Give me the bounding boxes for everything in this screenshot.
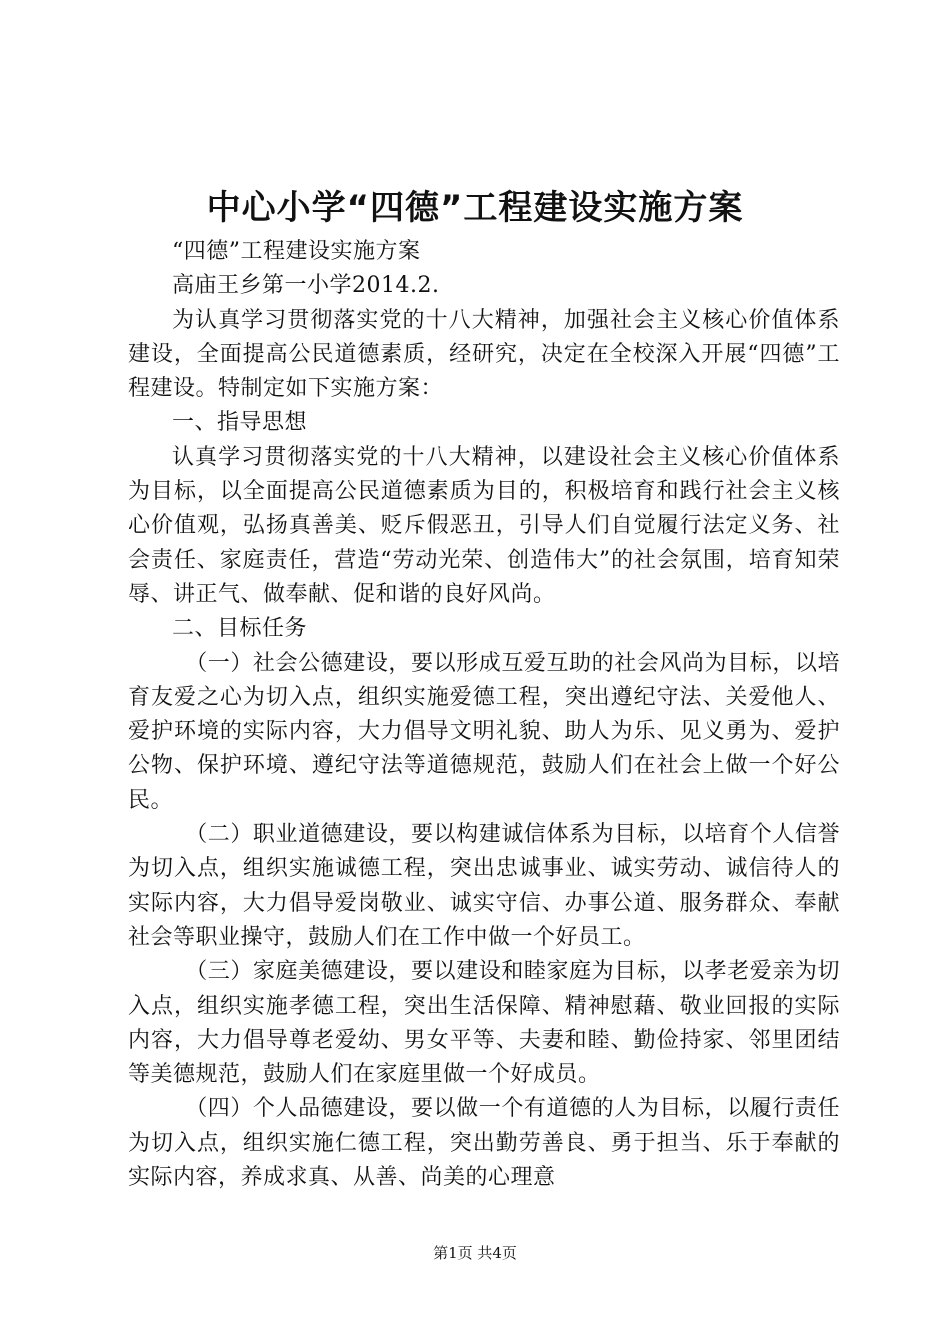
social-ethics-paragraph: （一）社会公德建设，要以形成互爱互助的社会风尚为目标，以培育友爱之心为切入点，组织实施爱德工程，突出遵纪守法、关爱他人、爱护环境的实际内容，大力倡导文明礼貌、助人为乐、见义勇为、爱护公物、保护环境、遵纪守法等道德规范，鼓励人们在社会上做一个好公民。 — [128, 650, 840, 813]
intro-paragraph: 为认真学习贯彻落实党的十八大精神，加强社会主义核心价值体系建设，全面提高公民道德素质，经研究，决定在全校深入开展“四德”工程建设。特制定如下实施方案： — [128, 307, 840, 402]
personal-character-paragraph: （四）个人品德建设，要以做一个有道德的人为目标，以履行责任为切入点，组织实施仁德工程，突出勤劳善良、勇于担当、乐于奉献的实际内容，养成求真、从善、尚美的心理意 — [128, 1096, 840, 1191]
page-indicator: 第1页 共4页 — [433, 1244, 517, 1262]
document-title: 中心小学“四德”工程建设实施方案 — [206, 188, 744, 228]
author-date-paragraph: 高庙王乡第一小学2014.2. — [172, 273, 440, 299]
guiding-ideology-paragraph: 认真学习贯彻落实党的十八大精神，以建设社会主义核心价值体系为目标，以全面提高公民道德素质为目的，积极培育和践行社会主义核心价值观，弘扬真善美、贬斥假恶丑，引导人们自觉履行法定义务、社会责任、家庭责任，营造“劳动光荣、创造伟大”的社会氛围，培育知荣辱、讲正气、做奉献、促和谐的良好风尚。 — [128, 444, 840, 607]
document-body — [128, 235, 840, 1195]
section-heading-goals-tasks: 二、目标任务 — [172, 616, 308, 642]
professional-ethics-paragraph: （二）职业道德建设，要以构建诚信体系为目标，以培育个人信誉为切入点，组织实施诚德工程，突出忠诚事业、诚实劳动、诚信待人的实际内容，大力倡导爱岗敬业、诚实守信、办事公道、服务群众、奉献社会等职业操守，鼓励人们在工作中做一个好员工。 — [128, 822, 840, 950]
subtitle-paragraph: “四德”工程建设实施方案 — [172, 239, 421, 264]
section-heading-guiding-ideology: 一、指导思想 — [172, 410, 308, 436]
family-virtue-paragraph: （三）家庭美德建设，要以建设和睦家庭为目标，以孝老爱亲为切入点，组织实施孝德工程，突出生活保障、精神慰藉、敬业回报的实际内容，大力倡导尊老爱幼、男女平等、夫妻和睦、勤俭持家、邻里团结等美德规范，鼓励人们在家庭里做一个好成员。 — [128, 959, 840, 1088]
